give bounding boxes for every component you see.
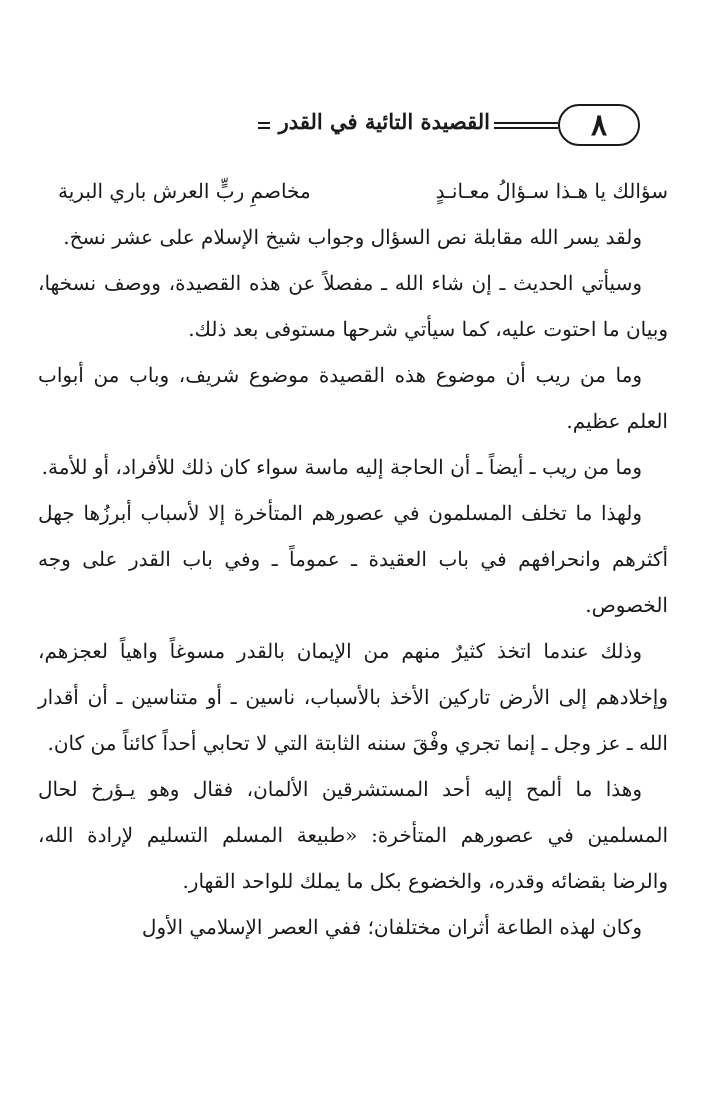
page-number: ٨ (590, 107, 608, 143)
paragraph: وهذا ما ألمح إليه أحد المستشرقين الألمان، فقال وهو يـؤرخ لحال المسلمين في عصورهم المتأخرة: «طبيعة المسلم التسليم لإرادة الله، والرضا بقضائه وقدره، والخضوع بكل ما يملك للواحد القهار. (38, 777, 668, 893)
verse-second-hemistich: مخاصمِ ربٍّ العرش باري البرية (58, 179, 311, 203)
paragraph: وما من ريب أن موضوع هذه القصيدة موضوع شريف، وباب من أبواب العلم عظيم. (38, 363, 668, 433)
page-number-box (558, 104, 640, 146)
paragraph: ولهذا ما تخلف المسلمون في عصورهم المتأخرة إلا لأسباب أبرزُها جهل أكثرهم وانحرافهم في باب العقيدة ـ عموماً ـ وفي باب القدر على وجه الخصوص. (38, 501, 668, 617)
verse-first-hemistich: سؤالك يا هـذا سـؤالُ معـانـدٍ (435, 179, 668, 203)
paragraph: وما من ريب ـ أيضاً ـ أن الحاجة إليه ماسة سواء كان ذلك للأفراد، أو للأمة. (41, 455, 642, 479)
body-text (38, 168, 668, 950)
paragraph: وذلك عندما اتخذ كثيرٌ منهم من الإيمان بالقدر مسوغاً واهياً لعجزهم، وإخلادهم إلى الأرض تاركين الأخذ بالأسباب، ناسين ـ أو متناسين ـ أن أقدار الله ـ عز وجل ـ إنما تجري وفْقَ سننه الثابتة التي لا تحابي أحداً كائناً من كان. (38, 639, 668, 755)
paragraph: وكان لهذه الطاعة أثران مختلفان؛ ففي العصر الإسلامي الأول (141, 915, 642, 939)
running-header (40, 100, 640, 156)
running-title: القصيدة التائية في القدر (278, 109, 490, 134)
poem-verse (38, 168, 668, 214)
paragraph: وسيأتي الحديث ـ إن شاء الله ـ مفصلاً عن هذه القصيدة، ووصف نسخها، وبيان ما احتوت عليه، كما سيأتي شرحها مستوفى بعد ذلك. (38, 271, 668, 341)
paragraph: ولقد يسر الله مقابلة نص السؤال وجواب شيخ الإسلام على عشر نسخ. (63, 225, 642, 249)
header-double-rule (494, 122, 558, 129)
header-double-rule-end (258, 122, 270, 129)
